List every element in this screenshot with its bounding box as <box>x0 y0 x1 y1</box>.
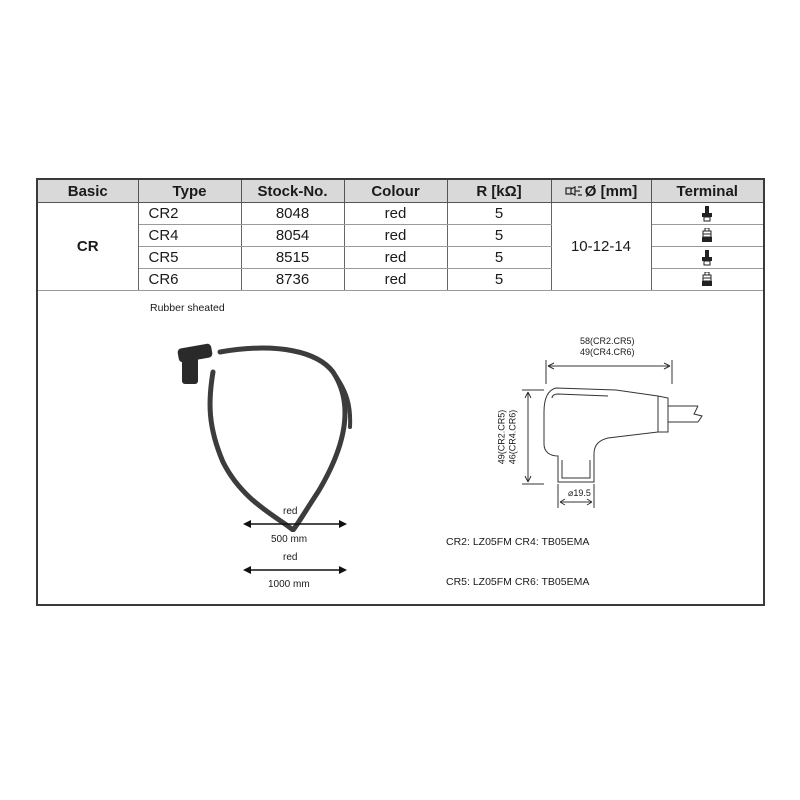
diameter-cell: 10-12-14 <box>551 203 651 291</box>
stock-cell: 8048 <box>241 203 344 225</box>
header-resistance: R [kΩ] <box>447 180 551 203</box>
connector-drawing <box>508 332 708 512</box>
codes-line-1: CR2: LZ05FM CR4: TB05EMA <box>446 536 590 548</box>
cable1-length-arrow <box>243 519 347 529</box>
caption: Rubber sheated <box>150 302 225 314</box>
terminal-cell <box>651 203 763 225</box>
type-cell: CR4 <box>138 225 241 247</box>
table-row <box>38 225 763 247</box>
terminal-nut-icon <box>701 228 713 244</box>
cable-illustration <box>168 332 368 532</box>
table-header-row <box>38 180 763 203</box>
terminal-cell <box>651 225 763 247</box>
resistance-cell: 5 <box>447 269 551 291</box>
cable2-length: 1000 mm <box>268 579 310 590</box>
basic-cell: CR <box>38 203 138 291</box>
resistance-cell: 5 <box>447 203 551 225</box>
terminal-straight-icon <box>701 206 713 222</box>
terminal-cell <box>651 247 763 269</box>
dim-diameter: ⌀19.5 <box>568 488 591 498</box>
resistance-cell: 5 <box>447 247 551 269</box>
cable1-length: 500 mm <box>271 534 308 545</box>
stock-cell: 8054 <box>241 225 344 247</box>
header-basic: Basic <box>38 180 138 203</box>
type-cell: CR2 <box>138 203 241 225</box>
spark-plug-icon <box>565 184 583 198</box>
cable1-colour: red <box>283 506 298 517</box>
cable2-length-arrow <box>243 565 347 575</box>
spec-table <box>38 180 763 291</box>
header-colour: Colour <box>344 180 447 203</box>
stock-cell: 8515 <box>241 247 344 269</box>
header-type: Type <box>138 180 241 203</box>
header-terminal: Terminal <box>651 180 763 203</box>
header-diameter: Ø [mm] <box>551 180 651 203</box>
colour-cell: red <box>344 269 447 291</box>
resistance-cell: 5 <box>447 225 551 247</box>
type-cell: CR5 <box>138 247 241 269</box>
cable2-colour: red <box>283 552 298 563</box>
terminal-cell <box>651 269 763 291</box>
colour-cell: red <box>344 247 447 269</box>
stock-cell: 8736 <box>241 269 344 291</box>
dim-height-2: 46(CR4.CR6) <box>507 409 518 465</box>
colour-cell: red <box>344 225 447 247</box>
codes-line-2: CR5: LZ05FM CR6: TB05EMA <box>446 576 590 588</box>
terminal-nut-icon <box>701 272 713 288</box>
type-cell: CR6 <box>138 269 241 291</box>
dim-width-1: 58(CR2.CR5) <box>580 336 635 346</box>
drawing-area <box>38 292 763 604</box>
table-row <box>38 203 763 225</box>
colour-cell: red <box>344 203 447 225</box>
product-sheet <box>36 178 765 606</box>
table-row <box>38 269 763 291</box>
terminal-straight-icon <box>701 250 713 266</box>
table-row <box>38 247 763 269</box>
dim-height-1: 49(CR2.CR5) <box>496 409 507 465</box>
dim-width-2: 49(CR4.CR6) <box>580 347 635 357</box>
header-stock-no: Stock-No. <box>241 180 344 203</box>
